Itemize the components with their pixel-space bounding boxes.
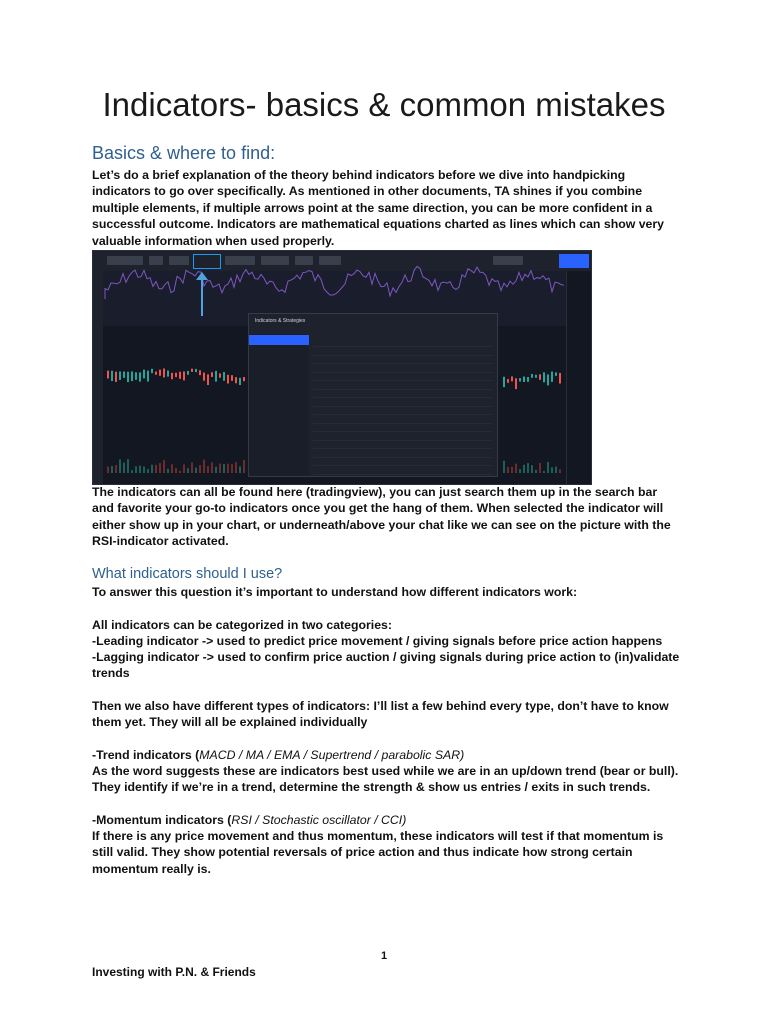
- candle: [151, 369, 153, 373]
- candle: [523, 377, 525, 382]
- volume-bar: [519, 469, 521, 473]
- volume-bar: [515, 464, 517, 473]
- candle: [219, 373, 221, 377]
- candle: [107, 371, 109, 379]
- volume-bar: [119, 459, 121, 473]
- volume-bar: [111, 466, 113, 473]
- candle: [555, 372, 557, 376]
- candle: [119, 372, 121, 380]
- candle: [207, 374, 209, 385]
- candle: [543, 372, 545, 382]
- volume-bar: [191, 462, 193, 473]
- volume-bar: [507, 467, 509, 473]
- candle: [155, 372, 157, 375]
- volume-bar: [143, 467, 145, 473]
- candle: [211, 372, 213, 377]
- candle: [531, 374, 533, 378]
- candle: [527, 377, 529, 382]
- candle: [227, 375, 229, 384]
- candle: [559, 373, 561, 384]
- dialog-row: [313, 466, 493, 475]
- tradingview-paragraph: The indicators can all be found here (tradingview), you can just search them up in the search bar and favorite your go-to indicators once you get the hang of them. When selected the indicator will either show up in your chart, or underneath/above your chat like we can see on the picture with the RSI-indicator activated.: [92, 485, 671, 549]
- volume-bar: [539, 463, 541, 473]
- volume-bar: [551, 467, 553, 473]
- candle: [231, 375, 233, 381]
- volume-bar: [535, 470, 537, 473]
- candle: [143, 370, 145, 379]
- candle: [167, 370, 169, 376]
- candle: [183, 371, 185, 380]
- candle: [171, 373, 173, 379]
- intro-paragraph: Let’s do a brief explanation of the theory behind indicators before we dive into handpicking indicators to go over specifically. As mentioned in other documents, TA shines if you combine multiple elements, if multiple arrows point at the same direction, you can be more confident in a successful outcome. Indicators are mathematical equations charted as lines which can show very valuable information when used properly.: [92, 168, 665, 248]
- volume-bar: [215, 467, 217, 473]
- volume-bar: [195, 468, 197, 473]
- volume-bar: [183, 464, 185, 473]
- volume-bar: [207, 466, 209, 473]
- volume-bar: [131, 470, 133, 473]
- indicators-dialog: [248, 313, 498, 477]
- leading-indicator-line: -Leading indicator -> used to predict price movement / giving signals before price action happens: [92, 634, 663, 648]
- volume-bar: [179, 471, 181, 473]
- volume-bar: [511, 467, 513, 473]
- types-intro: Then we also have different types of indicators: I’ll list a few behind every type, don’t have to know them yet. They will all be explained individually: [92, 699, 669, 730]
- candle: [215, 371, 217, 382]
- volume-bar: [555, 467, 557, 473]
- trend-indicators-heading: -Trend indicators (MACD / MA / EMA / Supertrend / parabolic SAR): [92, 748, 465, 762]
- candle: [123, 372, 125, 378]
- lagging-indicator-line: -Lagging indicator -> used to confirm price auction / giving signals during price action to (in)validate trends: [92, 650, 680, 681]
- candle: [203, 373, 205, 381]
- categories-intro: All indicators can be categorized in two categories:: [92, 618, 392, 632]
- candle: [159, 370, 161, 376]
- volume-bar: [531, 465, 533, 473]
- candle: [127, 372, 129, 382]
- candle: [199, 370, 201, 375]
- momentum-indicators-description: If there is any price movement and thus momentum, these indicators will test if that momentum is still valid. They show potential reversals of price action and thus indicate how strong certain momentum really is.: [92, 829, 664, 876]
- volume-bar: [235, 462, 237, 473]
- candle: [175, 373, 177, 377]
- candle: [235, 377, 237, 383]
- candle: [535, 375, 537, 378]
- volume-bar: [231, 464, 233, 473]
- volume-bar: [139, 466, 141, 473]
- section-heading-which-indicators: What indicators should I use?: [92, 566, 283, 582]
- momentum-indicators-heading: -Momentum indicators (RSI / Stochastic oscillator / CCI): [92, 813, 407, 827]
- volume-bar: [171, 464, 173, 473]
- volume-bar: [187, 468, 189, 473]
- candle: [511, 376, 513, 381]
- candle: [243, 377, 245, 381]
- candle: [187, 371, 189, 375]
- rsi-line: [105, 266, 564, 299]
- volume-bar: [175, 468, 177, 473]
- volume-bar: [559, 469, 561, 473]
- volume-bar: [159, 463, 161, 473]
- volume-bar: [523, 465, 525, 473]
- volume-bar: [107, 466, 109, 473]
- question-intro: To answer this question it’s important to understand how different indicators work:: [92, 585, 578, 599]
- volume-bar: [203, 460, 205, 473]
- arrow-up-icon: [201, 278, 203, 316]
- candle: [191, 369, 193, 372]
- candle: [503, 377, 505, 387]
- volume-bar: [115, 465, 117, 473]
- candle: [163, 369, 165, 378]
- volume-bar: [543, 471, 545, 473]
- volume-bar: [503, 461, 505, 473]
- dialog-sidebar: [249, 334, 309, 476]
- volume-bar: [547, 462, 549, 473]
- candle: [547, 374, 549, 385]
- tradingview-screenshot: [92, 250, 592, 485]
- candle: [195, 369, 197, 372]
- volume-bar: [135, 466, 137, 473]
- candle: [551, 372, 553, 382]
- volume-bar: [151, 465, 153, 473]
- volume-bar: [243, 460, 245, 473]
- candle: [139, 372, 141, 381]
- volume-bar: [211, 462, 213, 473]
- volume-bar: [127, 459, 129, 473]
- price-scale: [566, 271, 591, 484]
- page-number: 1: [380, 950, 388, 962]
- candle: [539, 374, 541, 379]
- candle: [179, 372, 181, 379]
- volume-bar: [155, 465, 157, 473]
- candle: [115, 372, 117, 382]
- candle: [135, 372, 137, 379]
- candle: [515, 378, 517, 389]
- volume-bar: [223, 464, 225, 473]
- candle: [147, 371, 149, 382]
- volume-bar: [219, 464, 221, 473]
- volume-bar: [147, 469, 149, 473]
- dialog-title: Indicators & Strategies: [255, 318, 306, 324]
- volume-bar: [163, 460, 165, 473]
- volume-bar: [199, 465, 201, 473]
- volume-bar: [527, 463, 529, 473]
- footer: Investing with P.N. & Friends: [92, 965, 256, 979]
- candle: [223, 372, 225, 381]
- trend-indicators-description: As the word suggests these are indicators best used while we are in an up/down trend (bear or bull). They identify if we’re in a trend, determine the strength & show us entries / exits in such trends.: [92, 764, 679, 795]
- section-heading-basics: Basics & where to find:: [92, 143, 276, 163]
- volume-bar: [239, 466, 241, 473]
- page-title: Indicators- basics & common mistakes: [102, 86, 666, 123]
- volume-bar: [227, 464, 229, 473]
- candle: [507, 379, 509, 383]
- candle: [131, 371, 133, 381]
- volume-bar: [167, 469, 169, 473]
- volume-bar: [123, 463, 125, 473]
- candle: [519, 378, 521, 381]
- candle: [239, 378, 241, 385]
- candle: [111, 371, 113, 381]
